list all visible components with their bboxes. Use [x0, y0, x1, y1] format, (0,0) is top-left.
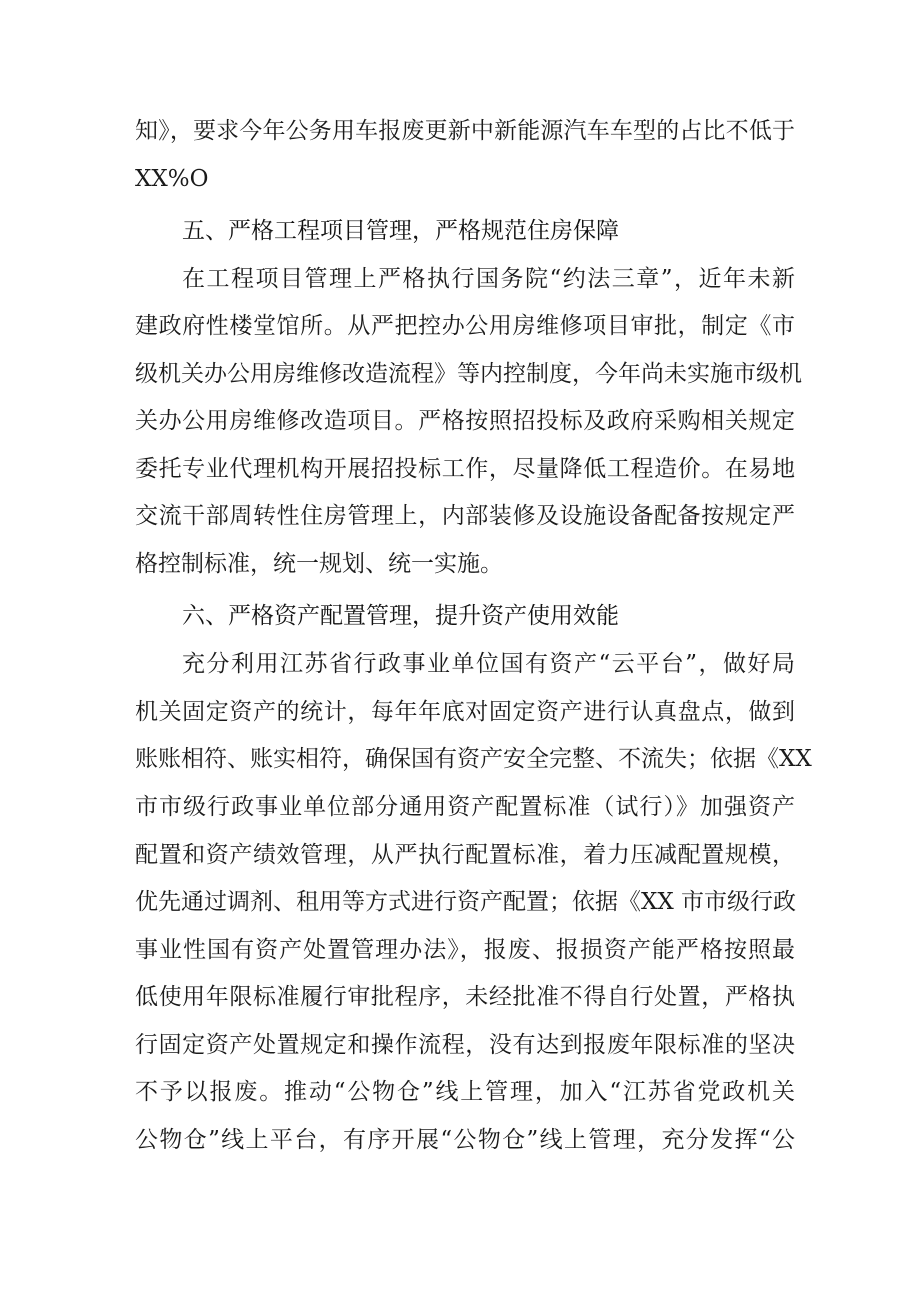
body-line: 不予以报废。推动“公物仓”线上管理，加入“江苏省党政机关: [135, 1079, 795, 1105]
body-line: 机关固定资产的统计，每年年底对固定资产进行认真盘点，做到: [135, 699, 795, 725]
section-heading: 六、严格资产配置管理，提升资产使用效能: [182, 603, 619, 629]
body-line: 低使用年限标准履行审批程序，未经批准不得自行处置，严格执: [135, 984, 795, 1010]
body-line: 关办公用房维修改造项目。严格按照招投标及政府采购相关规定: [135, 408, 795, 434]
body-line: 行固定资产处置规定和操作流程，没有达到报废年限标准的坚决: [135, 1032, 795, 1058]
body-line: 账账相符、账实相符，确保国有资产安全完整、不流失；依据《XX: [135, 746, 812, 772]
body-line: 委托专业代理机构开展招投标工作，尽量降低工程造价。在易地: [135, 456, 795, 482]
body-line: XX%O: [135, 166, 209, 192]
body-line: 公物仓”线上平台，有序开展“公物仓”线上管理，充分发挥“公: [135, 1127, 795, 1153]
body-line: 知》，要求今年公务用车报废更新中新能源汽车车型的占比不低于: [135, 118, 795, 144]
body-line: 优先通过调剂、租用等方式进行资产配置；依据《XX 市市级行政: [135, 889, 797, 915]
body-line: 级机关办公用房维修改造流程》等内控制度，今年尚未实施市级机: [135, 361, 802, 387]
body-line: 充分利用江苏省行政事业单位国有资产“云平台”，做好局: [182, 651, 795, 677]
body-line: 配置和资产绩效管理，从严执行配置标准，着力压减配置规模，: [135, 842, 795, 868]
body-line: 市市级行政事业单位部分通用资产配置标准（试行）》加强资产: [135, 794, 795, 820]
body-line: 建政府性楼堂馆所。从严把控办公用房维修项目审批，制定《市: [135, 313, 795, 339]
section-heading: 五、严格工程项目管理，严格规范住房保障: [182, 218, 619, 244]
body-line: 格控制标准，统一规划、统一实施。: [135, 551, 503, 577]
body-line: 交流干部周转性住房管理上，内部装修及设施设备配备按规定严: [135, 503, 795, 529]
body-line: 事业性国有资产处置管理办法》，报废、报损资产能严格按照最: [135, 937, 795, 963]
body-line: 在工程项目管理上严格执行国务院“约法三章”，近年未新: [182, 266, 795, 292]
